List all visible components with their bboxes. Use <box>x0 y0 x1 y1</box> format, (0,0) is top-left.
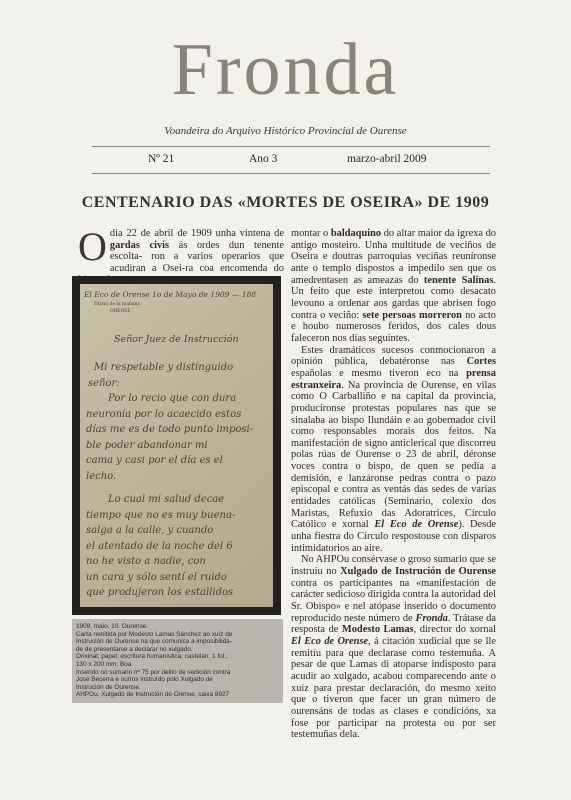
masthead-title: Fronda <box>171 29 400 111</box>
masthead-subtitle: Voandeira do Arquivo Histórico Provincial de Ourense <box>164 125 407 137</box>
caption-line: 130 x 200 mm; Boa <box>76 660 132 668</box>
intro-text: ron a varios operarios que acudiran a Osei- <box>109 251 284 274</box>
drop-cap: O <box>78 224 107 269</box>
letter-header: El Eco de Orense 1o de Mayo de 1909 — 188 <box>84 290 257 299</box>
letter-handwriting-line: un cara y sólo sentí el ruido <box>86 571 227 583</box>
caption-line: 1909, maio, 10. Ourense. <box>76 623 149 630</box>
issue-number: Nº 21 <box>148 153 175 165</box>
letter-handwriting-line: salga a la calle, y cuando <box>86 525 214 536</box>
letter-paper <box>80 284 273 607</box>
letter-salutation: Señor Juez de Instrucción <box>114 334 239 345</box>
issue-year: Ano 3 <box>249 153 278 165</box>
letter-handwriting-line: ble poder abandonar mi <box>86 439 208 451</box>
intro-text: ra coa encomenda do <box>185 262 284 274</box>
letter-handwriting-line: que produjeron los estallidos <box>86 587 234 598</box>
letter-handwriting-line: tiempo que no es muy buena- <box>86 509 236 521</box>
letter-stamp: Diario de la mañana <box>94 302 141 307</box>
article-paragraph: No AHPOu consérvase o groso sumario que se instruíu no Xulgado de Instrución de Ourense contra os participantes na «manifestación de carácter sedicioso dirigida contra la autoridad del Sr. Obispo» e nel atópase inserido o documento reproducido neste número de Fronda. Trátase da resposta de Modesto Lamas, director do xornal El Eco de Orense, á citación xudicial que se lle remitíu para que declarase como testemuña. A pesar de que Lamas di atoparse indisposto para acudir ao xulgado, acabou comparecendo ante o xuíz para prestar declaración, do mesmo xeito que o tiveron que facer un gran número de ourensáns de todas as clases e condicións, xa fose por participar na protesta ou por ser testemuñas dela. <box>291 554 497 741</box>
article-paragraph: montar o baldaquino do altar maior da igrexa do antigo mosteiro. Unha multitude de veciños de Oseira e doutras parroquias veciñas reuníronse ante o templo dispostos a impedilo sen que os amedrentasen as ameazas do tenente Salinas. Un feito que este interpretou como desacato levouno a ordenar aos gardas que abrisen fogo contra o veciño: sete persoas morreron no acto e houbo numerosos feridos, dos cales dous faleceron nos días seguintes. <box>291 228 496 344</box>
article-column-right <box>291 228 496 741</box>
issue-date: marzo-abril 2009 <box>347 153 427 165</box>
letter-handwriting-line: señor: <box>88 377 120 389</box>
caption-line: Instrución de Ourense na que comunica a imposibilida- <box>76 638 232 646</box>
letter-handwriting-line: neuronia por lo acaecido estos <box>86 408 242 420</box>
letter-handwriting-line: días me es de todo punto imposi- <box>86 424 254 435</box>
article-paragraph: Estes dramáticos sucesos conmocionaron a opinión pública, debatéronse nas Cortes españolas e mesmo tiveron eco na prensa estranxeira. Na provincia de Ourense, en vilas como O Carballiño e na capital da provincia, producíronse protestas populares nas que se sinalaba ao bispo Ilundáin e ao gobernador civil como responsables morais dos feitos. Na manifestación de signo anticlerical que discorreu polas rúas de Ourense o 23 de abril, déronse voces contra o bispo, de quen se pedía a demisión, e lanzáronse pedras contra o pazo episcopal e contra as ventás das sedes de varias entidades católicas (Seminario, colexio dos Maristas, Refuxio das Adoratrices, Círculo Católico e xornal El Eco de Orense). Desde unha fiestra do Círculo respostouse con disparos intimidatorios ao aire. <box>291 344 497 554</box>
intro-text: ás ordes dun tenente escolta- <box>109 239 284 263</box>
letter-handwriting-line: Mi respetable y distinguido <box>94 362 234 373</box>
caption-line: Orixinal; papel; escritura humanística; castelán; 1 fol.; <box>76 653 228 661</box>
letter-stamp: ORENSE <box>110 309 131 314</box>
caption-line: José Becerra e outros instruído polo Xulgado de <box>76 676 213 684</box>
letter-handwriting-line: cama y casi por el día es el <box>86 455 223 466</box>
masthead-rule-top <box>92 146 490 147</box>
masthead-rule-bottom <box>92 173 490 174</box>
caption-line: AHPOu, Xulgado de Instrución de Orense, caixa 8927 <box>76 691 230 699</box>
letter-handwriting-line: Por lo recio que con dura <box>108 393 237 404</box>
figure-caption <box>72 619 283 703</box>
letter-handwriting-line: Lo cual mi salud decae <box>108 494 225 505</box>
intro-text: dia 22 de abril de 1909 unha vintena de <box>109 228 284 239</box>
intro-bold: gardas civís <box>109 239 170 251</box>
caption-line: Instrución de Ourense. <box>76 683 141 691</box>
caption-line: Carta remitida por Modesto Lamas Sánchez ao xuíz de <box>76 630 233 638</box>
letter-handwriting-line: no he visto a nadie, con <box>86 556 206 567</box>
letter-handwriting-line: lecho. <box>86 470 117 482</box>
letter-handwriting-line: el atentado de la noche del 6 <box>86 540 233 552</box>
article-headline: CENTENARIO DAS «MORTES DE OSEIRA» DE 1909 <box>81 194 490 211</box>
letter-photograph <box>72 276 281 615</box>
caption-line: de de presentarse a declarar no xulgado. <box>76 645 193 653</box>
caption-line: Inserido no sumario nº 75 por delito de sedición contra <box>76 668 231 676</box>
